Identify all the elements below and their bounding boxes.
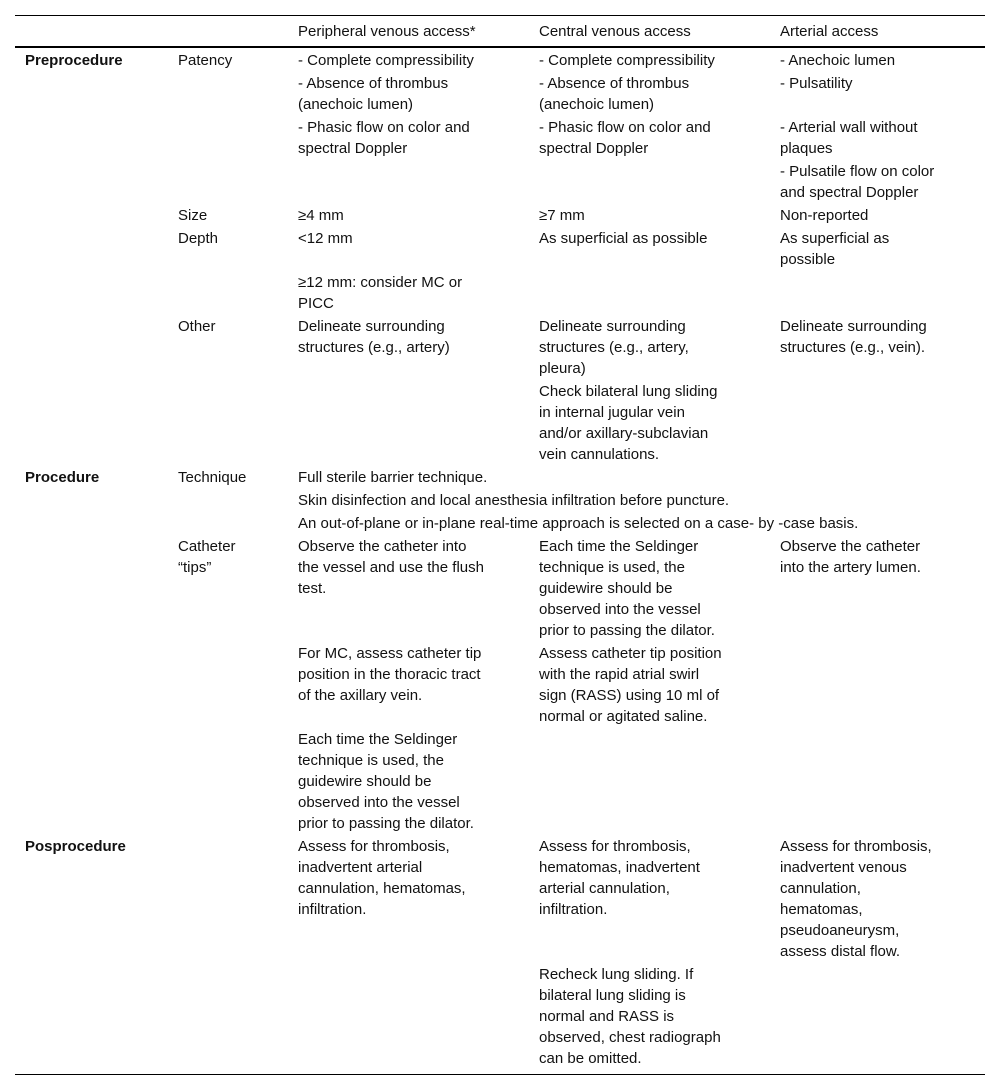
catheter-peripheral-line: For MC, assess catheter tip: [298, 645, 482, 662]
other-central-line: in internal jugular vein: [539, 404, 685, 421]
row-label-patency: Patency: [178, 52, 233, 69]
posprocedure-central-line: Assess for thrombosis,: [539, 838, 691, 855]
catheter-peripheral-line: observed into the vessel: [298, 794, 460, 811]
patency-arterial-line: - Pulsatile flow on color: [780, 163, 935, 180]
posprocedure-arterial-line: pseudoaneurysm,: [780, 922, 900, 939]
depth-peripheral-line: ≥12 mm: consider MC or: [298, 274, 463, 291]
row-label-depth: Depth: [178, 230, 219, 247]
posprocedure-arterial-line: hematomas,: [780, 901, 863, 918]
catheter-central-line: prior to passing the dilator.: [539, 622, 715, 639]
other-central-line: Delineate surrounding: [539, 318, 686, 335]
posprocedure-arterial-line: cannulation,: [780, 880, 861, 897]
other-arterial-line: Delineate surrounding: [780, 318, 927, 335]
posprocedure-central-line: infiltration.: [539, 901, 608, 918]
patency-central-line: - Absence of thrombus: [539, 75, 690, 92]
catheter-arterial-line: into the artery lumen.: [780, 559, 921, 576]
patency-central-line: (anechoic lumen): [539, 96, 655, 113]
catheter-central-line: Assess catheter tip position: [539, 645, 722, 662]
patency-arterial-line: plaques: [780, 140, 833, 157]
technique-line: Full sterile barrier technique.: [298, 469, 488, 486]
posprocedure-peripheral-line: infiltration.: [298, 901, 367, 918]
posprocedure-peripheral-line: Assess for thrombosis,: [298, 838, 450, 855]
other-central-line: Check bilateral lung sliding: [539, 383, 718, 400]
catheter-peripheral-line: test.: [298, 580, 327, 597]
depth-peripheral-line: PICC: [298, 295, 334, 312]
other-arterial-line: structures (e.g., vein).: [780, 339, 926, 356]
bottom-rule: [15, 1074, 985, 1075]
posprocedure-central-line: arterial cannulation,: [539, 880, 670, 897]
section-preprocedure: Preprocedure: [25, 52, 123, 69]
other-peripheral-line: Delineate surrounding: [298, 318, 445, 335]
posprocedure-arterial-line: assess distal flow.: [780, 943, 901, 960]
technique-line: An out-of-plane or in-plane real-time approach is selected on a case- by -case basis.: [298, 515, 859, 532]
catheter-central-line: with the rapid atrial swirl: [539, 666, 700, 683]
catheter-peripheral-line: of the axillary vein.: [298, 687, 423, 704]
column-header-central: Central venous access: [539, 23, 691, 40]
header-rule: [15, 46, 985, 48]
patency-central-line: - Phasic flow on color and: [539, 119, 711, 136]
size-arterial: Non-reported: [780, 207, 869, 224]
other-central-line: structures (e.g., artery,: [539, 339, 689, 356]
patency-peripheral-line: - Phasic flow on color and: [298, 119, 470, 136]
row-label-technique: Technique: [178, 469, 247, 486]
posprocedure-central-line: Recheck lung sliding. If: [539, 966, 694, 983]
depth-arterial-line: As superficial as: [780, 230, 890, 247]
column-header-arterial: Arterial access: [780, 23, 879, 40]
posprocedure-arterial-line: inadvertent venous: [780, 859, 907, 876]
patency-peripheral-line: (anechoic lumen): [298, 96, 414, 113]
catheter-peripheral-line: guidewire should be: [298, 773, 432, 790]
top-rule: [15, 15, 985, 16]
catheter-peripheral-line: Observe the catheter into: [298, 538, 467, 555]
other-central-line: and/or axillary-subclavian: [539, 425, 709, 442]
posprocedure-central-line: observed, chest radiograph: [539, 1029, 721, 1046]
depth-central: As superficial as possible: [539, 230, 708, 247]
depth-arterial-line: possible: [780, 251, 836, 268]
posprocedure-central-line: normal and RASS is: [539, 1008, 675, 1025]
other-central-line: vein cannulations.: [539, 446, 660, 463]
catheter-central-line: observed into the vessel: [539, 601, 701, 618]
row-label-size: Size: [178, 207, 208, 224]
catheter-central-line: Each time the Seldinger: [539, 538, 699, 555]
row-label-catheter: Catheter: [178, 538, 236, 555]
other-central-line: pleura): [539, 360, 586, 377]
catheter-central-line: technique is used, the: [539, 559, 685, 576]
patency-arterial-line: and spectral Doppler: [780, 184, 919, 201]
catheter-central-line: sign (RASS) using 10 ml of: [539, 687, 720, 704]
posprocedure-central-line: can be omitted.: [539, 1050, 642, 1067]
section-posprocedure: Posprocedure: [25, 838, 126, 855]
row-label-other: Other: [178, 318, 216, 335]
catheter-central-line: normal or agitated saline.: [539, 708, 708, 725]
size-peripheral: ≥4 mm: [298, 207, 344, 224]
catheter-peripheral-line: position in the thoracic tract: [298, 666, 481, 683]
catheter-peripheral-line: the vessel and use the flush: [298, 559, 484, 576]
catheter-peripheral-line: technique is used, the: [298, 752, 444, 769]
posprocedure-peripheral-line: inadvertent arterial: [298, 859, 423, 876]
catheter-arterial-line: Observe the catheter: [780, 538, 921, 555]
patency-peripheral-line: - Complete compressibility: [298, 52, 474, 69]
posprocedure-peripheral-line: cannulation, hematomas,: [298, 880, 466, 897]
patency-peripheral-line: - Absence of thrombus: [298, 75, 449, 92]
technique-line: Skin disinfection and local anesthesia infiltration before puncture.: [298, 492, 730, 509]
posprocedure-central-line: hematomas, inadvertent: [539, 859, 700, 876]
patency-arterial-line: - Anechoic lumen: [780, 52, 896, 69]
depth-peripheral-line: <12 mm: [298, 230, 353, 247]
patency-central-line: spectral Doppler: [539, 140, 649, 157]
other-peripheral-line: structures (e.g., artery): [298, 339, 450, 356]
section-procedure: Procedure: [25, 469, 100, 486]
catheter-peripheral-line: prior to passing the dilator.: [298, 815, 474, 832]
row-label-catheter: “tips”: [178, 559, 212, 576]
patency-arterial-line: - Pulsatility: [780, 75, 853, 92]
posprocedure-central-line: bilateral lung sliding is: [539, 987, 686, 1004]
patency-central-line: - Complete compressibility: [539, 52, 715, 69]
patency-peripheral-line: spectral Doppler: [298, 140, 408, 157]
catheter-central-line: guidewire should be: [539, 580, 673, 597]
catheter-peripheral-line: Each time the Seldinger: [298, 731, 458, 748]
posprocedure-arterial-line: Assess for thrombosis,: [780, 838, 932, 855]
column-header-peripheral: Peripheral venous access*: [298, 23, 476, 40]
size-central: ≥7 mm: [539, 207, 585, 224]
patency-arterial-line: - Arterial wall without: [780, 119, 918, 136]
